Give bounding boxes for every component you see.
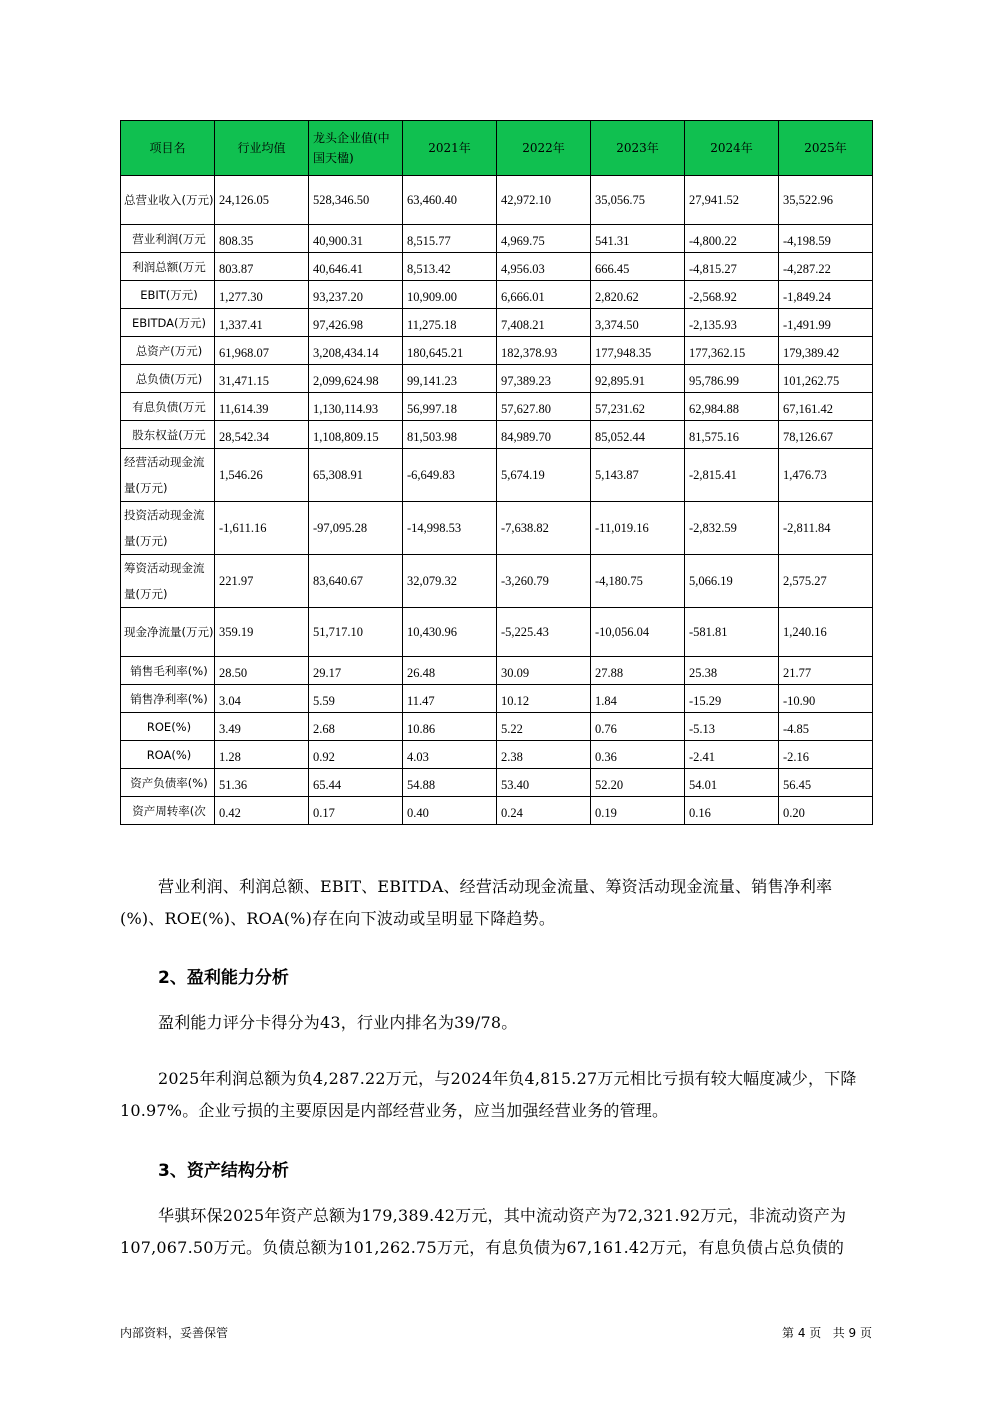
table-cell: 35,522.96	[779, 176, 873, 225]
header-2023: 2023年	[591, 121, 685, 176]
table-cell: 1,240.16	[779, 608, 873, 657]
table-cell: 28,542.34	[215, 421, 309, 449]
table-cell: 78,126.67	[779, 421, 873, 449]
table-cell: 31,471.15	[215, 365, 309, 393]
row-label: 资产周转率(次	[121, 797, 215, 825]
table-row	[121, 253, 873, 281]
table-cell: 81,503.98	[403, 421, 497, 449]
table-cell: 2,575.27	[779, 555, 873, 608]
table-cell: 51.36	[215, 769, 309, 797]
table-cell: -2.16	[779, 741, 873, 769]
table-cell: 10.86	[403, 713, 497, 741]
table-cell: 177,362.15	[685, 337, 779, 365]
table-row	[121, 769, 873, 797]
table-cell: 83,640.67	[309, 555, 403, 608]
table-cell: -3,260.79	[497, 555, 591, 608]
header-2022: 2022年	[497, 121, 591, 176]
table-cell: 52.20	[591, 769, 685, 797]
table-cell: 2,820.62	[591, 281, 685, 309]
table-cell: 0.24	[497, 797, 591, 825]
table-row	[121, 555, 873, 608]
table-cell: 27.88	[591, 657, 685, 685]
table-cell: 11.47	[403, 685, 497, 713]
table-cell: 53.40	[497, 769, 591, 797]
table-cell: 26.48	[403, 657, 497, 685]
table-row	[121, 502, 873, 555]
table-cell: 24,126.05	[215, 176, 309, 225]
table-cell: 1,130,114.93	[309, 393, 403, 421]
table-cell: 0.19	[591, 797, 685, 825]
table-cell: 67,161.42	[779, 393, 873, 421]
header-industry-avg: 行业均值	[215, 121, 309, 176]
table-cell: 2.68	[309, 713, 403, 741]
table-cell: 54.01	[685, 769, 779, 797]
table-cell: 0.36	[591, 741, 685, 769]
table-cell: 10.12	[497, 685, 591, 713]
table-cell: 0.20	[779, 797, 873, 825]
trend-summary: 营业利润、利润总额、EBIT、EBITDA、经营活动现金流量、筹资活动现金流量、销售净利率(%)、ROE(%)、ROA(%)存在向下波动或呈明显下降趋势。	[120, 877, 833, 928]
table-cell: 40,646.41	[309, 253, 403, 281]
table-cell: -4,180.75	[591, 555, 685, 608]
table-cell: -1,491.99	[779, 309, 873, 337]
header-leader-value: 龙头企业值(中国天楹)	[309, 121, 403, 176]
table-cell: -2,568.92	[685, 281, 779, 309]
table-cell: -5,225.43	[497, 608, 591, 657]
table-cell: -2,815.41	[685, 449, 779, 502]
table-cell: 5.59	[309, 685, 403, 713]
row-label: 销售净利率(%)	[121, 685, 215, 713]
table-cell: 6,666.01	[497, 281, 591, 309]
table-cell: -10,056.04	[591, 608, 685, 657]
table-cell: 5,066.19	[685, 555, 779, 608]
table-cell: 3.49	[215, 713, 309, 741]
row-label: ROA(%)	[121, 741, 215, 769]
table-cell: 61,968.07	[215, 337, 309, 365]
table-cell: -4,198.59	[779, 225, 873, 253]
table-cell: 3,374.50	[591, 309, 685, 337]
row-label: 营业利润(万元	[121, 225, 215, 253]
table-cell: 99,141.23	[403, 365, 497, 393]
table-cell: 3,208,434.14	[309, 337, 403, 365]
table-cell: -4,287.22	[779, 253, 873, 281]
table-cell: -10.90	[779, 685, 873, 713]
header-2021: 2021年	[403, 121, 497, 176]
table-header-row	[121, 121, 873, 176]
table-cell: 2,099,624.98	[309, 365, 403, 393]
profitability-score-text: 盈利能力评分卡得分为43，行业内排名为39/78。	[158, 1013, 518, 1032]
row-label: 投资活动现金流量(万元)	[121, 502, 215, 555]
table-cell: 1,277.30	[215, 281, 309, 309]
table-cell: 28.50	[215, 657, 309, 685]
table-row	[121, 393, 873, 421]
table-cell: -6,649.83	[403, 449, 497, 502]
table-cell: 1,108,809.15	[309, 421, 403, 449]
table-cell: 11,275.18	[403, 309, 497, 337]
table-cell: 29.17	[309, 657, 403, 685]
asset-structure-text: 华骐环保2025年资产总额为179,389.42万元，其中流动资产为72,321.92万元，非流动资产为107,067.50万元。负债总额为101,262.75万元，有息负债为67,161.42万元，有息负债占总负债的	[120, 1206, 847, 1257]
table-cell: 97,426.98	[309, 309, 403, 337]
row-label: EBITDA(万元)	[121, 309, 215, 337]
footer-page-number: 第 4 页 共 9 页	[782, 1326, 872, 1340]
table-cell: 8,513.42	[403, 253, 497, 281]
row-label: 总资产(万元)	[121, 337, 215, 365]
table-cell: 5.22	[497, 713, 591, 741]
table-cell: 57,627.80	[497, 393, 591, 421]
table-cell: 25.38	[685, 657, 779, 685]
row-label: 股东权益(万元	[121, 421, 215, 449]
section-heading-profitability: 2、盈利能力分析	[158, 968, 289, 988]
table-cell: 7,408.21	[497, 309, 591, 337]
table-cell: 4,956.03	[497, 253, 591, 281]
table-cell: 93,237.20	[309, 281, 403, 309]
table-cell: -4,815.27	[685, 253, 779, 281]
table-row	[121, 797, 873, 825]
table-cell: -2,135.93	[685, 309, 779, 337]
row-label: 销售毛利率(%)	[121, 657, 215, 685]
header-2024: 2024年	[685, 121, 779, 176]
table-cell: 2.38	[497, 741, 591, 769]
table-row	[121, 713, 873, 741]
table-cell: -4,800.22	[685, 225, 779, 253]
table-cell: -11,019.16	[591, 502, 685, 555]
table-cell: 95,786.99	[685, 365, 779, 393]
table-cell: -1,611.16	[215, 502, 309, 555]
table-cell: 101,262.75	[779, 365, 873, 393]
row-label: 总营业收入(万元)	[121, 176, 215, 225]
table-cell: 30.09	[497, 657, 591, 685]
table-cell: 81,575.16	[685, 421, 779, 449]
row-label: 资产负债率(%)	[121, 769, 215, 797]
table-row	[121, 337, 873, 365]
table-cell: -14,998.53	[403, 502, 497, 555]
table-cell: 1.28	[215, 741, 309, 769]
table-cell: 10,909.00	[403, 281, 497, 309]
table-cell: 51,717.10	[309, 608, 403, 657]
table-row	[121, 449, 873, 502]
table-row	[121, 365, 873, 393]
header-item-name: 项目名	[121, 121, 215, 176]
table-cell: 666.45	[591, 253, 685, 281]
table-cell: 803.87	[215, 253, 309, 281]
table-cell: -2,811.84	[779, 502, 873, 555]
table-cell: 27,941.52	[685, 176, 779, 225]
table-cell: 32,079.32	[403, 555, 497, 608]
footer-confidential: 内部资料，妥善保管	[120, 1326, 229, 1340]
table-cell: 4,969.75	[497, 225, 591, 253]
table-cell: -581.81	[685, 608, 779, 657]
row-label: 有息负债(万元	[121, 393, 215, 421]
row-label: ROE(%)	[121, 713, 215, 741]
table-cell: 54.88	[403, 769, 497, 797]
table-cell: 10,430.96	[403, 608, 497, 657]
table-row	[121, 685, 873, 713]
table-cell: 56.45	[779, 769, 873, 797]
table-cell: 11,614.39	[215, 393, 309, 421]
table-cell: 3.04	[215, 685, 309, 713]
table-cell: 85,052.44	[591, 421, 685, 449]
table-cell: 808.35	[215, 225, 309, 253]
table-cell: 359.19	[215, 608, 309, 657]
table-row	[121, 421, 873, 449]
table-cell: 42,972.10	[497, 176, 591, 225]
table-cell: 221.97	[215, 555, 309, 608]
table-cell: -7,638.82	[497, 502, 591, 555]
table-cell: 177,948.35	[591, 337, 685, 365]
table-cell: 0.92	[309, 741, 403, 769]
row-label: 筹资活动现金流量(万元)	[121, 555, 215, 608]
table-cell: 57,231.62	[591, 393, 685, 421]
table-cell: -2.41	[685, 741, 779, 769]
table-cell: 0.16	[685, 797, 779, 825]
table-cell: 21.77	[779, 657, 873, 685]
row-label: 经营活动现金流量(万元)	[121, 449, 215, 502]
table-row	[121, 176, 873, 225]
table-cell: 0.17	[309, 797, 403, 825]
table-cell: 62,984.88	[685, 393, 779, 421]
table-row	[121, 309, 873, 337]
table-cell: 8,515.77	[403, 225, 497, 253]
table-cell: 5,674.19	[497, 449, 591, 502]
table-cell: 0.40	[403, 797, 497, 825]
financial-table	[120, 120, 873, 825]
table-cell: 528,346.50	[309, 176, 403, 225]
table-cell: 84,989.70	[497, 421, 591, 449]
table-cell: -4.85	[779, 713, 873, 741]
header-2025: 2025年	[779, 121, 873, 176]
table-cell: 97,389.23	[497, 365, 591, 393]
table-cell: 179,389.42	[779, 337, 873, 365]
table-cell: 35,056.75	[591, 176, 685, 225]
table-cell: -2,832.59	[685, 502, 779, 555]
table-cell: 1,546.26	[215, 449, 309, 502]
table-cell: 1.84	[591, 685, 685, 713]
table-cell: 4.03	[403, 741, 497, 769]
table-cell: 0.76	[591, 713, 685, 741]
table-row	[121, 657, 873, 685]
table-cell: 541.31	[591, 225, 685, 253]
table-cell: 180,645.21	[403, 337, 497, 365]
table-body	[121, 176, 873, 825]
table-cell: 92,895.91	[591, 365, 685, 393]
table-cell: 0.42	[215, 797, 309, 825]
table-cell: 40,900.31	[309, 225, 403, 253]
table-cell: 182,378.93	[497, 337, 591, 365]
table-cell: -15.29	[685, 685, 779, 713]
table-row	[121, 225, 873, 253]
table-cell: 56,997.18	[403, 393, 497, 421]
section-heading-asset-structure: 3、资产结构分析	[158, 1161, 289, 1181]
row-label: 总负债(万元)	[121, 365, 215, 393]
table-row	[121, 608, 873, 657]
table-row	[121, 281, 873, 309]
table-cell: -97,095.28	[309, 502, 403, 555]
table-cell: 1,476.73	[779, 449, 873, 502]
profit-total-text: 2025年利润总额为负4,287.22万元，与2024年负4,815.27万元相比亏损有较大幅度减少，下降10.97%。企业亏损的主要原因是内部经营业务，应当加强经营业务的管理。	[120, 1069, 857, 1120]
table-cell: 1,337.41	[215, 309, 309, 337]
row-label: 现金净流量(万元)	[121, 608, 215, 657]
table-cell: -5.13	[685, 713, 779, 741]
table-cell: 5,143.87	[591, 449, 685, 502]
table-cell: 65,308.91	[309, 449, 403, 502]
table-cell: 65.44	[309, 769, 403, 797]
table-cell: -1,849.24	[779, 281, 873, 309]
row-label: 利润总额(万元	[121, 253, 215, 281]
table-cell: 63,460.40	[403, 176, 497, 225]
table-row	[121, 741, 873, 769]
row-label: EBIT(万元)	[121, 281, 215, 309]
